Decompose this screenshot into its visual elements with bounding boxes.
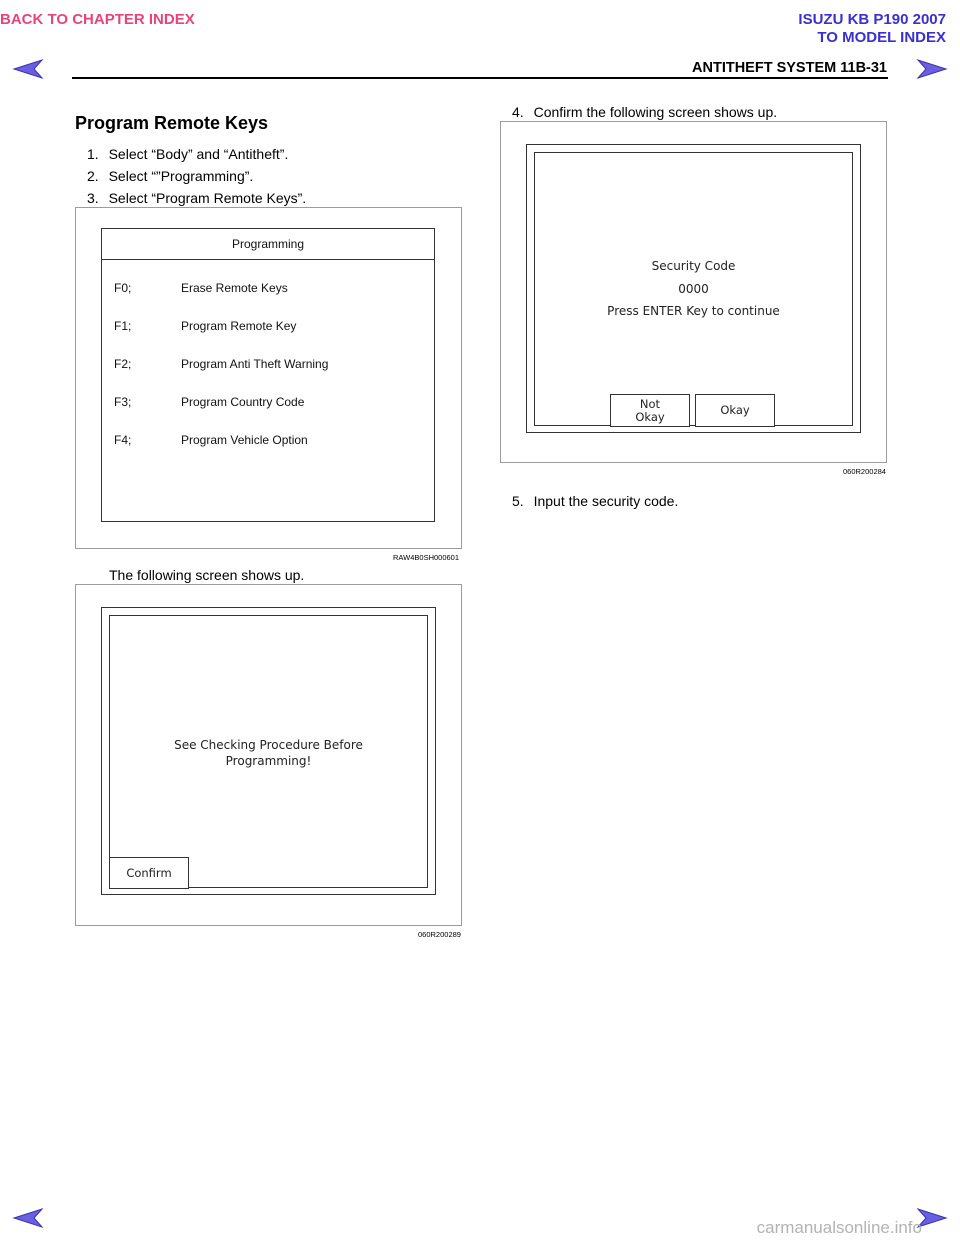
programming-screen-title: Programming	[231, 237, 305, 251]
step-text: Select “”Programming”.	[108, 168, 254, 184]
next-page-arrow-icon[interactable]	[910, 58, 948, 80]
to-model-index-label: TO MODEL INDEX	[817, 29, 946, 46]
programming-screen	[101, 228, 435, 522]
message-line-2: Programming!	[225, 754, 312, 768]
figure-checking-procedure	[75, 584, 462, 926]
figure-programming-menu	[75, 207, 462, 549]
figure-2-id: 060R200289	[418, 930, 461, 939]
message-line-1: See Checking Procedure Before	[174, 738, 363, 752]
screen-outer-frame	[101, 607, 436, 895]
not-okay-line-2: Okay	[635, 409, 665, 424]
menu-key-f0: F0;	[114, 281, 132, 295]
confirm-button[interactable]: Confirm	[109, 857, 189, 889]
step-3	[87, 190, 306, 206]
menu-item-program-vehicle-option[interactable]: Program Vehicle Option	[181, 433, 308, 447]
watermark: carmanualsonline.info	[756, 1218, 922, 1237]
model-index-link[interactable]	[798, 11, 946, 47]
step-number: 1.	[87, 146, 99, 162]
step-5	[512, 493, 678, 509]
figure-1-id: RAW4B0SH000601	[393, 553, 460, 562]
step-4	[512, 104, 777, 120]
screen-outer-frame	[526, 144, 861, 433]
step-text: Confirm the following screen shows up.	[533, 104, 778, 120]
not-okay-line-1: Not	[639, 396, 661, 411]
menu-key-f1: F1;	[114, 319, 132, 333]
figure-security-code	[500, 121, 887, 463]
screen-inner-frame	[109, 615, 428, 888]
menu-key-f4: F4;	[114, 433, 132, 447]
previous-page-bottom-arrow-icon[interactable]	[12, 1207, 50, 1229]
step-text: Select “Program Remote Keys”.	[108, 190, 307, 206]
not-okay-button[interactable]	[610, 394, 690, 427]
security-code-value[interactable]: 0000	[678, 282, 709, 296]
press-enter-prompt: Press ENTER Key to continue	[607, 304, 780, 318]
step-2	[87, 168, 253, 184]
step-text: Select “Body” and “Antitheft”.	[108, 146, 289, 162]
menu-item-program-anti-theft-warning[interactable]: Program Anti Theft Warning	[181, 357, 329, 371]
step-number: 4.	[512, 104, 524, 120]
menu-key-f3: F3;	[114, 395, 132, 409]
menu-key-f2: F2;	[114, 357, 132, 371]
following-screen-text: The following screen shows up.	[109, 567, 305, 583]
section-title: Program Remote Keys	[75, 113, 269, 133]
step-1	[87, 146, 288, 162]
menu-item-erase-remote-keys[interactable]: Erase Remote Keys	[181, 281, 288, 295]
header-divider	[72, 77, 888, 79]
title-divider	[102, 259, 434, 260]
screen-inner-frame	[534, 152, 853, 426]
back-to-chapter-index-link[interactable]: BACK TO CHAPTER INDEX	[0, 11, 195, 28]
step-number: 5.	[512, 493, 524, 509]
page-header-title: ANTITHEFT SYSTEM 11B-31	[692, 60, 887, 76]
step-number: 2.	[87, 168, 99, 184]
menu-item-program-remote-key[interactable]: Program Remote Key	[181, 319, 297, 333]
okay-button[interactable]: Okay	[695, 394, 775, 427]
checking-procedure-message	[110, 737, 427, 769]
security-code-label: Security Code	[651, 259, 736, 273]
figure-3-id: 060R200284	[843, 467, 886, 476]
step-number: 3.	[87, 190, 99, 206]
step-text: Input the security code.	[533, 493, 679, 509]
model-name: ISUZU KB P190 2007	[798, 11, 946, 28]
menu-item-program-country-code[interactable]: Program Country Code	[181, 395, 305, 409]
previous-page-arrow-icon[interactable]	[12, 58, 50, 80]
